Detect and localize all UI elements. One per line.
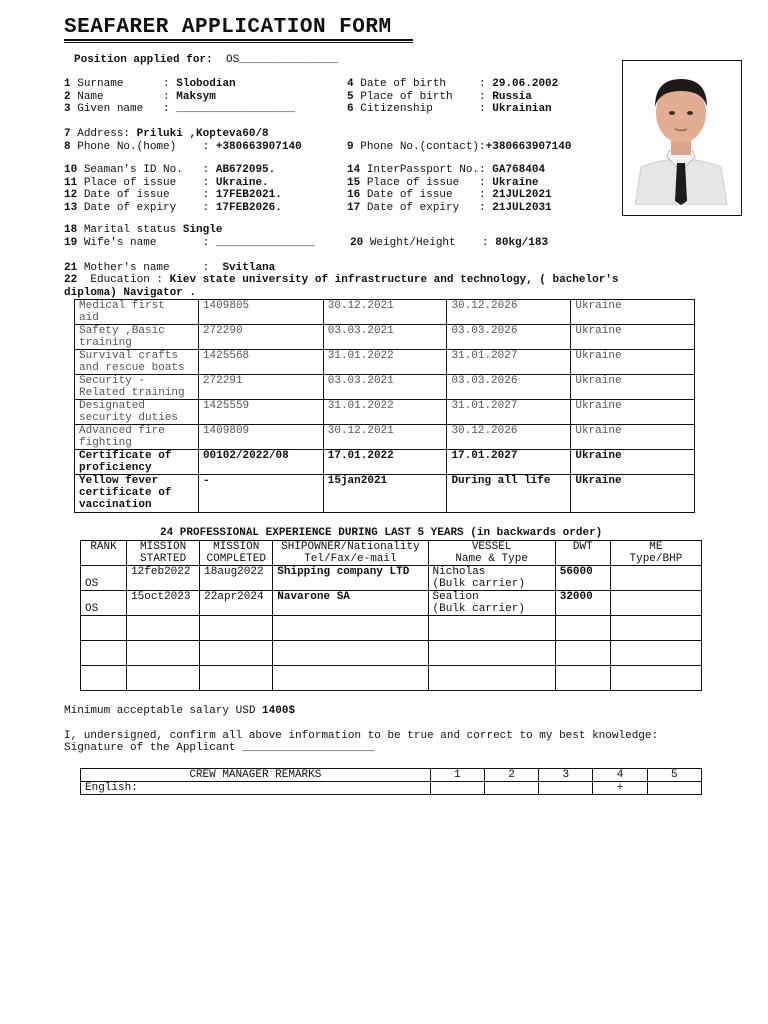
experience-row [81,666,702,691]
remarks-column-header: 2 [484,769,538,782]
cert-name-cell: Designated security duties [75,400,199,425]
field-row [64,177,269,190]
field-value: AB672095. [215,164,276,176]
experience-header-cell: ME Type/BHP [610,541,701,566]
experience-row [81,591,702,616]
field-row [347,189,552,202]
cert-number-cell: 1409809 [198,425,323,450]
exp-rank-cell: OS [81,566,127,591]
cert-number-cell: 272291 [198,375,323,400]
cert-number-cell: 1425568 [198,350,323,375]
certificate-row [75,375,695,400]
field-row [64,91,216,104]
cert-expiry-cell: 31.01.2027 [447,400,571,425]
field-number: 10 [64,164,78,176]
remarks-title: CREW MANAGER REMARKS [81,769,431,782]
field-value: Maksym [176,90,216,103]
certificate-row [75,400,695,425]
exp-completed-cell [200,666,273,691]
experience-table [80,540,702,691]
cert-issued-cell: 17.01.2022 [323,450,447,475]
exp-completed-cell: 22apr2024 [200,591,273,616]
field-value: 29.06.2002 [492,78,559,90]
cert-issued-cell: 31.01.2022 [323,400,447,425]
experience-row [81,616,702,641]
cert-country-cell: Ukraine [571,350,695,375]
cert-number-cell: 1425559 [198,400,323,425]
field-label: Surname : [77,78,170,90]
field-label: Place of birth : [360,90,486,103]
field-number: 5 [347,90,354,103]
cert-issued-cell: 03.03.2021 [323,375,447,400]
field-number: 4 [347,78,354,90]
phone-home-row: 8 Phone No.(home) : +380663907140 [64,141,302,153]
cert-number-cell: - [198,475,323,513]
cert-issued-cell: 30.12.2021 [323,425,447,450]
field-row [64,202,282,215]
exp-me-cell [610,566,701,591]
field-number: 11 [64,176,78,189]
field-row [64,78,236,91]
cert-name-cell: Security - Related training [75,375,199,400]
page-title: SEAFARER APPLICATION FORM [64,16,392,39]
field-value: Slobodian [176,78,236,90]
field-label: Given name : [77,103,170,115]
field-label: Date of birth : [360,78,486,90]
field-row [347,164,545,177]
remarks-score-cell [647,782,701,795]
experience-header-cell: DWT [555,541,610,566]
title-underline-2 [64,42,413,43]
certificate-row [75,475,695,513]
weight-row: 20 Weight/Height : 80kg/183 [350,237,549,249]
field-number: 3 [64,103,71,115]
position-label: Position applied for: [74,54,213,66]
exp-dwt-cell [555,666,610,691]
experience-header-cell: VESSEL Name & Type [428,541,555,566]
field-label: Name : [77,90,170,103]
cert-expiry-cell: 17.01.2027 [447,450,571,475]
field-value: 21JUL2021 [492,189,552,201]
cert-number-cell: 1409805 [198,300,323,325]
mother-row: 21 Mother's name : Svitlana [64,262,276,274]
field-label: Date of issue : [83,189,210,201]
exp-started-cell [127,666,200,691]
exp-vessel-cell [428,616,555,641]
field-number: 6 [347,103,354,115]
cert-name-cell: Yellow fever certificate of vaccination [75,475,199,513]
exp-shipowner-cell [273,666,428,691]
cert-issued-cell: 31.01.2022 [323,350,447,375]
applicant-photo [622,60,742,216]
cert-country-cell: Ukraine [571,425,695,450]
signature-line: Signature of the Applicant ____________________ [64,742,375,754]
field-value: Russia [492,90,532,103]
exp-rank-cell [81,616,127,641]
wife-row: 19 Wife's name : _______________ [64,237,315,249]
field-row [347,103,552,116]
cert-expiry-cell: 30.12.2026 [447,300,571,325]
exp-shipowner-cell [273,641,428,666]
exp-vessel-cell: Nicholas (Bulk carrier) [428,566,555,591]
salary-row: Minimum acceptable salary USD 1400$ [64,705,296,717]
experience-header-cell: SHIPOWNER/Nationality Tel/Fax/e-mail [273,541,428,566]
experience-row [81,641,702,666]
cert-country-cell: Ukraine [571,400,695,425]
exp-vessel-cell [428,641,555,666]
remarks-column-header: 3 [539,769,593,782]
exp-me-cell [610,591,701,616]
remarks-score-cell [539,782,593,795]
exp-completed-cell [200,616,273,641]
field-label: InterPassport No.: [366,164,486,176]
field-row [347,202,552,215]
field-value: 17FEB2021. [215,189,282,201]
exp-dwt-cell: 56000 [555,566,610,591]
certificates-table [74,299,695,513]
exp-started-cell: 12feb2022 [127,566,200,591]
field-row [347,78,558,91]
remarks-score-cell [484,782,538,795]
experience-header-cell: MISSION COMPLETED [200,541,273,566]
remarks-score-cell: + [593,782,647,795]
field-number: 2 [64,90,71,103]
field-number: 14 [347,164,361,176]
remarks-table [80,768,702,795]
field-value: __________________ [176,103,296,115]
exp-dwt-cell [555,616,610,641]
exp-me-cell [610,641,701,666]
cert-country-cell: Ukraine [571,325,695,350]
position-value: OS_______________ [226,54,339,66]
field-label: Citizenship : [360,103,486,115]
certificate-row [75,300,695,325]
exp-vessel-cell: Sealion (Bulk carrier) [428,591,555,616]
field-value: 17FEB2026. [215,201,282,214]
field-value: 21JUL2031 [492,201,552,214]
confirm-text: I, undersigned, confirm all above information to be true and correct to my best knowledge: [64,730,659,742]
field-row [347,177,538,190]
field-label: Date of issue : [366,189,486,201]
field-value: Ukraine. [215,176,269,189]
exp-rank-cell: OS [81,591,127,616]
remarks-score-cell [430,782,484,795]
cert-issued-cell: 03.03.2021 [323,325,447,350]
exp-completed-cell: 18aug2022 [200,566,273,591]
exp-me-cell [610,666,701,691]
field-label: Place of issue : [366,176,486,189]
certificate-row [75,325,695,350]
field-label: Place of issue : [83,176,210,189]
portrait-image [631,71,731,205]
field-value: GA768404 [492,164,546,176]
cert-expiry-cell: 30.12.2026 [447,425,571,450]
education-row-2: diploma) Navigator . [64,287,197,299]
exp-completed-cell [200,641,273,666]
experience-header-cell: RANK [81,541,127,566]
remarks-column-header: 5 [647,769,701,782]
exp-started-cell [127,641,200,666]
exp-shipowner-cell: Shipping company LTD [273,566,428,591]
field-label: Date of expiry : [83,201,210,214]
exp-rank-cell [81,641,127,666]
cert-expiry-cell: 03.03.2026 [447,375,571,400]
certificate-row [75,450,695,475]
field-number: 16 [347,189,361,201]
certificate-row [75,425,695,450]
cert-country-cell: Ukraine [571,450,695,475]
address-row: 7 Address: Priluki ,Kopteva60/8 [64,128,269,140]
experience-title: 24 PROFESSIONAL EXPERIENCE DURING LAST 5 YEARS (in backwards order) [160,527,603,539]
cert-name-cell: Certificate of proficiency [75,450,199,475]
field-number: 17 [347,201,361,214]
education-row: 22 Education : Kiev state university of infrastructure and technology, ( bachelor's [64,274,619,286]
experience-row [81,566,702,591]
phone-contact-row: 9 Phone No.(contact):+380663907140 [347,141,572,153]
cert-country-cell: Ukraine [571,300,695,325]
field-number: 13 [64,201,78,214]
cert-name-cell: Safety ,Basic training [75,325,199,350]
field-number: 12 [64,189,78,201]
cert-name-cell: Survival crafts and rescue boats [75,350,199,375]
cert-name-cell: Medical first aid [75,300,199,325]
cert-country-cell: Ukraine [571,475,695,513]
cert-name-cell: Advanced fire fighting [75,425,199,450]
cert-expiry-cell: 03.03.2026 [447,325,571,350]
title-underline [64,39,413,41]
exp-vessel-cell [428,666,555,691]
field-row [347,91,532,104]
exp-shipowner-cell [273,616,428,641]
field-row [64,103,295,116]
experience-header-cell: MISSION STARTED [127,541,200,566]
field-row [64,164,275,177]
exp-me-cell [610,616,701,641]
cert-expiry-cell: During all life [447,475,571,513]
marital-row: 18 Marital status Single [64,224,223,236]
field-value: Ukraine [492,176,539,189]
exp-started-cell [127,616,200,641]
cert-issued-cell: 30.12.2021 [323,300,447,325]
cert-expiry-cell: 31.01.2027 [447,350,571,375]
remarks-column-header: 4 [593,769,647,782]
exp-dwt-cell [555,641,610,666]
field-row [64,189,282,202]
field-number: 1 [64,78,71,90]
field-number: 15 [347,176,361,189]
cert-number-cell: 00102/2022/08 [198,450,323,475]
exp-rank-cell [81,666,127,691]
field-label: Seaman's ID No. : [83,164,210,176]
exp-shipowner-cell: Navarone SA [273,591,428,616]
remarks-english-label: English: [81,782,431,795]
cert-number-cell: 272290 [198,325,323,350]
exp-dwt-cell: 32000 [555,591,610,616]
cert-country-cell: Ukraine [571,375,695,400]
field-label: Date of expiry : [366,201,486,214]
certificate-row [75,350,695,375]
cert-issued-cell: 15jan2021 [323,475,447,513]
field-value: Ukrainian [492,103,552,115]
remarks-column-header: 1 [430,769,484,782]
exp-started-cell: 15oct2023 [127,591,200,616]
